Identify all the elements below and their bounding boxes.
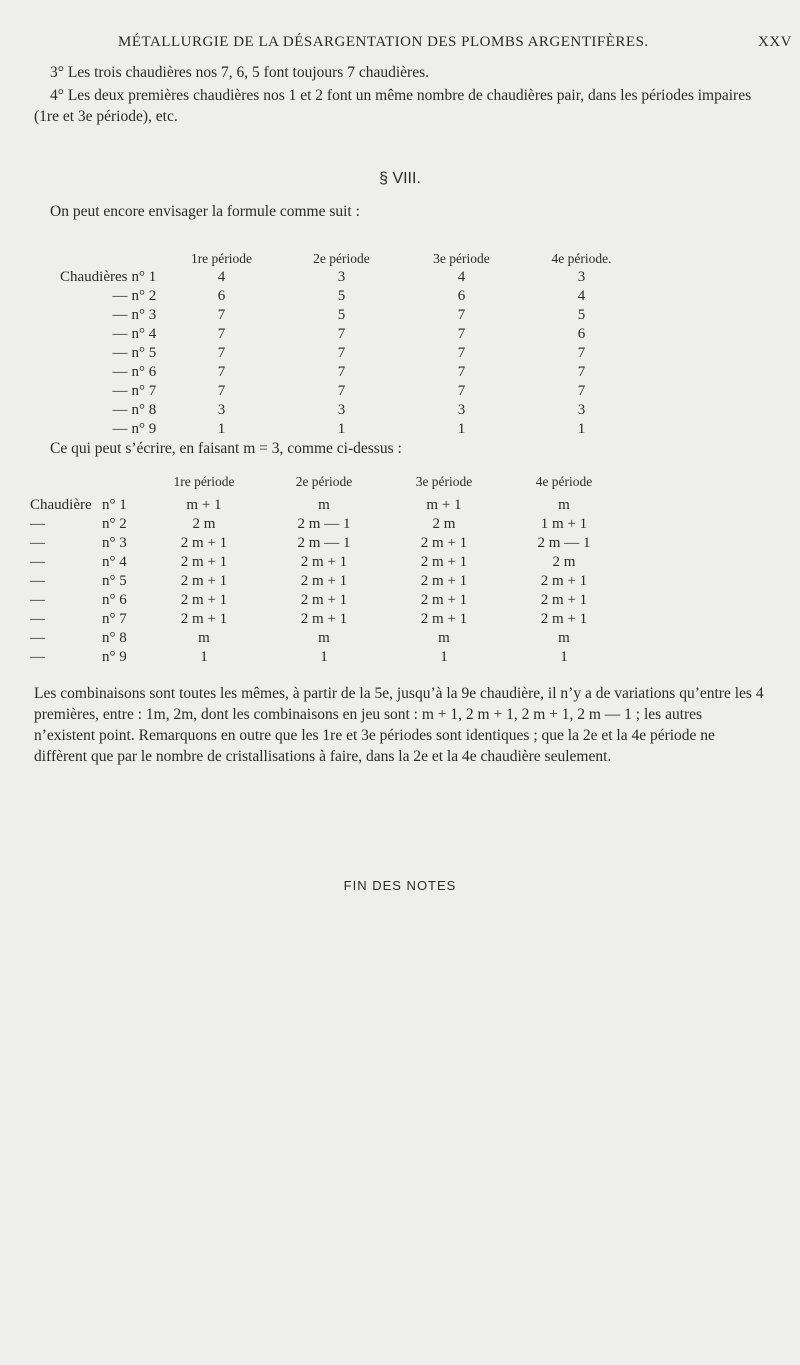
- table-cell: 7: [457, 364, 466, 380]
- table-row: [30, 629, 624, 648]
- table-cell: 2 m — 1: [537, 535, 591, 551]
- table-cell: 2 m + 1: [420, 611, 468, 627]
- table2-header-4: 4e période: [535, 474, 593, 489]
- row-number: n° 6: [131, 364, 157, 380]
- table-cell: 1 m + 1: [540, 516, 588, 532]
- table-row: [30, 553, 624, 572]
- table-cell: 2 m — 1: [297, 535, 351, 551]
- row-label: —: [112, 307, 128, 323]
- row-label: —: [30, 516, 45, 532]
- row-number: n° 3: [102, 535, 127, 551]
- row-label: —: [30, 592, 45, 608]
- table-cell: 7: [457, 383, 466, 399]
- table-row: [30, 515, 624, 534]
- table-cell: 1: [217, 421, 226, 437]
- chaudieres-formula-table: [30, 468, 624, 667]
- table-cell: 3: [577, 402, 586, 418]
- table-cell: m: [558, 497, 570, 513]
- table-row: [30, 572, 624, 591]
- table-row: [30, 610, 624, 629]
- table-cell: m: [198, 630, 210, 646]
- table-cell: 2 m + 1: [420, 573, 468, 589]
- row-number: n° 7: [131, 383, 157, 399]
- table-row: [30, 591, 624, 610]
- table-cell: 2 m + 1: [300, 611, 348, 627]
- row-number: n° 8: [131, 402, 157, 418]
- table-cell: 1: [337, 421, 346, 437]
- table-cell: 7: [337, 364, 346, 380]
- row-number: n° 2: [131, 288, 157, 304]
- row-number: n° 1: [102, 497, 127, 513]
- table-cell: 2 m + 1: [300, 592, 348, 608]
- row-label: —: [30, 554, 45, 570]
- table2-header-1: 1re période: [173, 474, 235, 489]
- table-cell: 2 m + 1: [180, 535, 228, 551]
- table-cell: 2 m + 1: [300, 573, 348, 589]
- table-cell: 1: [440, 649, 448, 665]
- row-number: n° 3: [131, 307, 157, 323]
- table-cell: 4: [217, 269, 226, 285]
- row-number: n° 1: [131, 269, 157, 285]
- table-cell: 2 m + 1: [180, 554, 228, 570]
- section-heading: § VIII.: [379, 170, 421, 187]
- table-cell: 2 m + 1: [540, 592, 588, 608]
- row-label: —: [30, 535, 45, 551]
- table-cell: 4: [577, 288, 586, 304]
- table-cell: 1: [560, 649, 568, 665]
- table-row: [60, 401, 641, 420]
- running-header: [0, 34, 800, 58]
- table-cell: 2 m: [552, 554, 576, 570]
- table-cell: 2 m: [432, 516, 456, 532]
- table-row: [30, 534, 624, 553]
- table-cell: 7: [457, 326, 466, 342]
- table-cell: 7: [337, 326, 346, 342]
- table-cell: m: [438, 630, 450, 646]
- table1-header-2: 2e période: [313, 250, 370, 266]
- table-cell: 7: [577, 383, 586, 399]
- table-row: [60, 382, 641, 401]
- table-row: [60, 363, 641, 382]
- table-cell: 5: [337, 307, 346, 323]
- row-number: n° 8: [102, 630, 127, 646]
- row-label: —: [30, 630, 45, 646]
- end-of-notes: FIN DES NOTES: [343, 878, 457, 893]
- row-label: —: [112, 288, 128, 304]
- table-cell: 5: [577, 307, 586, 323]
- table-cell: 3: [577, 269, 586, 285]
- table-cell: 7: [337, 345, 346, 361]
- table-cell: 7: [577, 364, 586, 380]
- row-label: —: [112, 345, 128, 361]
- table-row: [30, 496, 624, 515]
- table-cell: 6: [217, 288, 226, 304]
- row-number: n° 4: [131, 326, 157, 342]
- row-number: n° 7: [102, 611, 127, 627]
- table1-header-1: 1re période: [190, 250, 253, 266]
- table-cell: 2 m: [192, 516, 216, 532]
- table-cell: 6: [577, 326, 586, 342]
- table-cell: 3: [337, 269, 346, 285]
- table-cell: 2 m + 1: [420, 554, 468, 570]
- table-cell: 4: [457, 269, 466, 285]
- list-item-3: 3° Les trois chaudières nos 7, 6, 5 font toujours 7 chaudières.: [50, 64, 429, 81]
- row-label: —: [112, 326, 128, 342]
- intro-sentence: On peut encore envisager la formule comme suit :: [50, 203, 360, 220]
- table-cell: 2 m + 1: [540, 573, 588, 589]
- table-cell: m: [558, 630, 570, 646]
- table-cell: 7: [577, 345, 586, 361]
- table-row: [60, 268, 641, 287]
- row-number: n° 6: [102, 592, 127, 608]
- row-label: Chaudière: [30, 497, 92, 513]
- table1-header-3: 3e période: [433, 250, 490, 266]
- table-cell: 7: [457, 307, 466, 323]
- conclusion-paragraph: Les combinaisons sont toutes les mêmes, à partir de la 5e, jusqu’à la 9e chaudière, il n’y a de variations qu’entre les 4 premières, entre : 1m, 2m, dont les combinaisons en jeu sont : m + 1, 2 m + 1, 2 m + 1, 2 m — 1 ; les autres n’existent point. Remarquons en outre que les 1re et 3e périodes sont identiques ; que la 2e et la 4e période ne diffèrent que par le nombre de cristallisations à faire, dans la 2e et la 4e chaudière seulement.: [34, 685, 764, 765]
- table-cell: 2 m + 1: [420, 535, 468, 551]
- table2-header-3: 3e période: [415, 474, 473, 489]
- table-cell: 3: [457, 402, 466, 418]
- table-cell: 7: [217, 383, 226, 399]
- table-cell: 7: [457, 345, 466, 361]
- table-cell: m: [318, 497, 330, 513]
- table-row: [60, 344, 641, 363]
- table-cell: m: [318, 630, 330, 646]
- row-number: n° 4: [102, 554, 127, 570]
- row-number: n° 9: [102, 649, 127, 665]
- row-number: n° 9: [131, 421, 157, 437]
- substitution-sentence: Ce qui peut s’écrire, en faisant m = 3, comme ci-dessus :: [50, 440, 402, 457]
- list-item-4: 4° Les deux premières chaudières nos 1 et 2 font un même nombre de chaudières pair, dans les périodes impaires (1re et 3e période), etc.: [34, 87, 752, 125]
- table-cell: 5: [337, 288, 346, 304]
- chaudieres-counts-table: [60, 249, 641, 439]
- table-cell: 7: [337, 383, 346, 399]
- row-label: —: [112, 421, 128, 437]
- table-cell: m + 1: [426, 497, 462, 513]
- table-cell: 7: [217, 364, 226, 380]
- row-number: n° 5: [102, 573, 127, 589]
- table-cell: 2 m + 1: [180, 611, 228, 627]
- table-cell: 7: [217, 345, 226, 361]
- header-title: MÉTALLURGIE DE LA DÉSARGENTATION DES PLOMBS ARGENTIFÈRES.: [118, 34, 649, 50]
- row-label: —: [30, 573, 45, 589]
- table-cell: 2 m + 1: [420, 592, 468, 608]
- table-cell: 2 m + 1: [180, 592, 228, 608]
- table-cell: m + 1: [186, 497, 222, 513]
- table-cell: 6: [457, 288, 466, 304]
- table-cell: 3: [217, 402, 226, 418]
- table-cell: 7: [217, 326, 226, 342]
- table-cell: 3: [337, 402, 346, 418]
- row-label: —: [112, 383, 128, 399]
- table-cell: 7: [217, 307, 226, 323]
- table1-header-4: 4e période.: [551, 250, 612, 266]
- table-cell: 1: [457, 421, 466, 437]
- row-label: —: [112, 364, 128, 380]
- table2-header-2: 2e période: [295, 474, 353, 489]
- table-cell: 1: [577, 421, 586, 437]
- page-number: XXV: [758, 34, 792, 50]
- row-label: —: [30, 611, 45, 627]
- table-cell: 2 m + 1: [180, 573, 228, 589]
- table-row: [60, 287, 641, 306]
- row-label: —: [30, 649, 45, 665]
- table-row: [60, 325, 641, 344]
- row-label: Chaudières: [60, 269, 128, 285]
- table-row: [30, 648, 624, 667]
- table-cell: 2 m + 1: [540, 611, 588, 627]
- table-cell: 1: [320, 649, 328, 665]
- table-row: [60, 420, 641, 439]
- row-number: n° 2: [102, 516, 127, 532]
- table-cell: 2 m + 1: [300, 554, 348, 570]
- row-number: n° 5: [131, 345, 157, 361]
- table-cell: 2 m — 1: [297, 516, 351, 532]
- table-cell: 1: [200, 649, 208, 665]
- row-label: —: [112, 402, 128, 418]
- table-row: [60, 306, 641, 325]
